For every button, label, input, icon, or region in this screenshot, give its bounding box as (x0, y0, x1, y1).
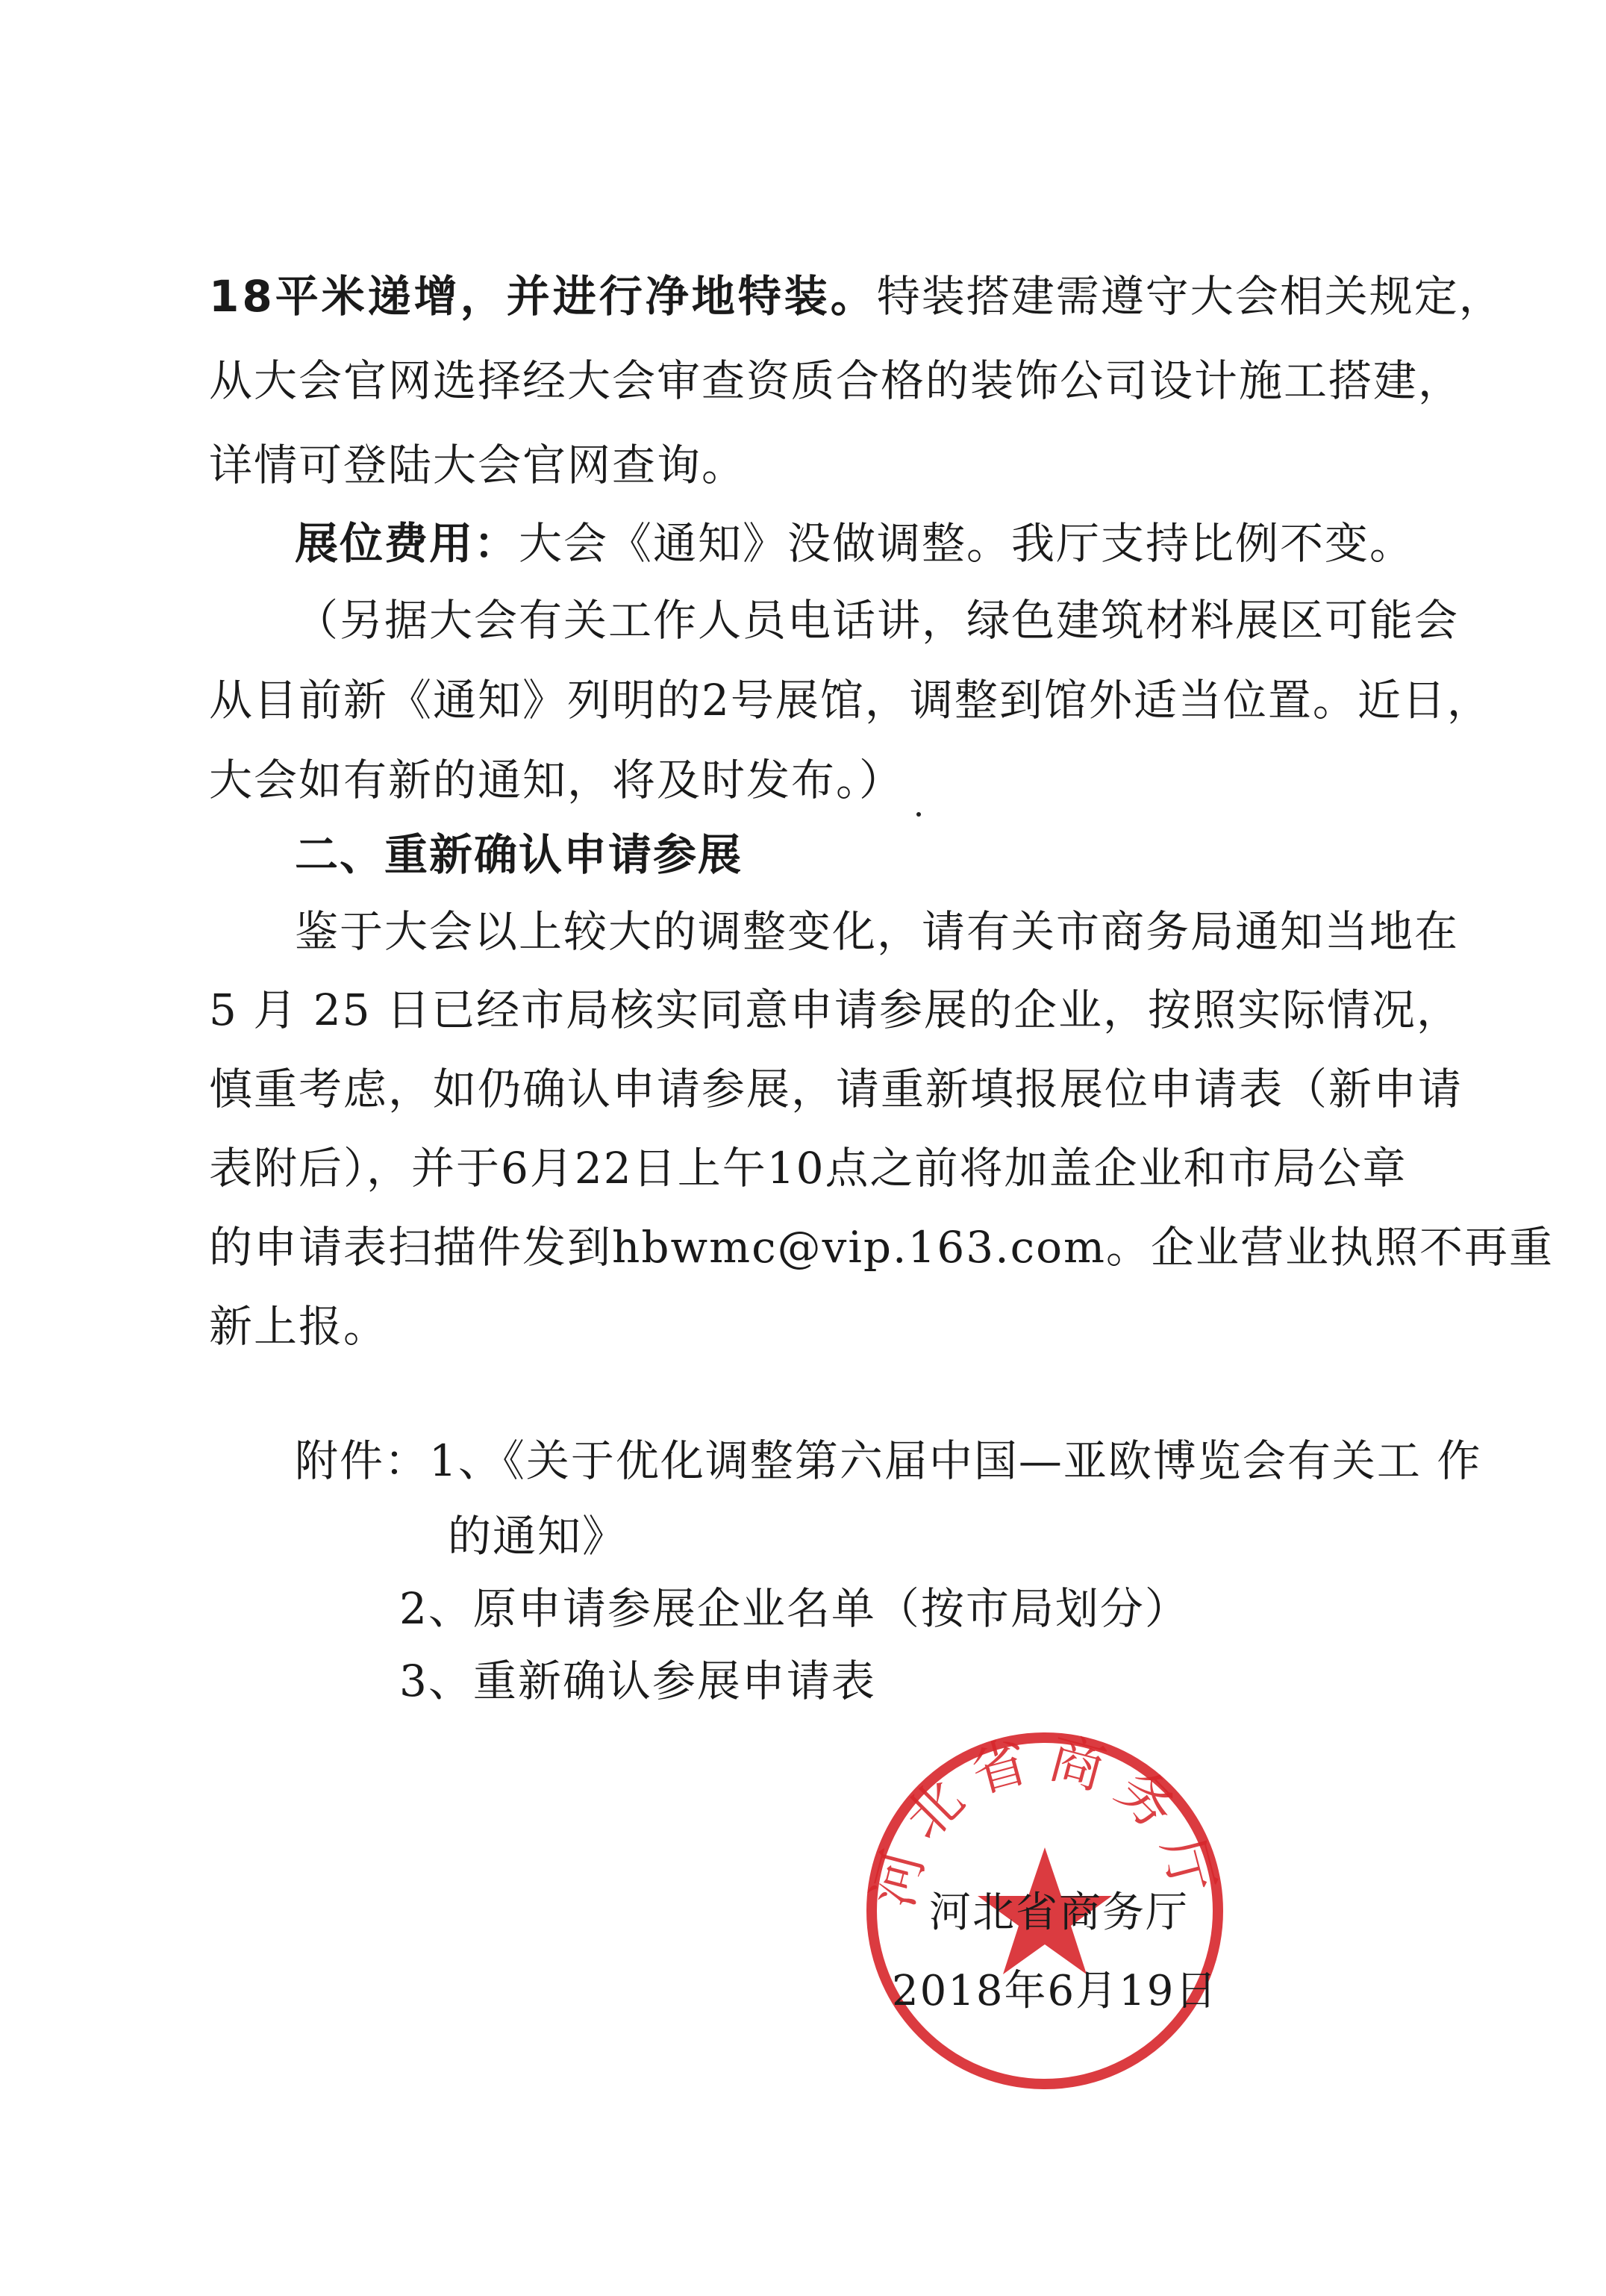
attachment-1: 1、《关于优化调整第六届中国—亚欧博览会有关工 作 (429, 1435, 1482, 1486)
special-build-text: 特装搭建需遵守大会相关规定， (876, 271, 1504, 322)
paragraph-1-line-1 (209, 270, 1504, 322)
signature-org: 河北省商务厅 (929, 1888, 1189, 1937)
paragraph-1-line-2: 从大会官网选择经大会审查资质合格的装饰公司设计施工搭建， (209, 355, 1463, 406)
fee-line (295, 517, 1414, 570)
attachments-line-1 (295, 1435, 1481, 1487)
seal-arc-text: 河北省商务厅 (860, 1726, 1229, 1914)
attachments-label: 附件： (295, 1435, 430, 1486)
section-2-line-5: 的申请表扫描件发到hbwmc@vip.163.com。企业营业执照不再重 (209, 1222, 1555, 1273)
fee-text: 大会《通知》没做调整。我厅支持比例不变。 (519, 518, 1415, 569)
scan-speck (916, 812, 921, 817)
section-2-line-2: 5 月 25 日已经市局核实同意申请参展的企业，按照实际情况， (209, 985, 1462, 1035)
note-line-1: （另据大会有关工作人员电话讲，绿色建筑材料展区可能会 (295, 595, 1460, 646)
note-line-3: 大会如有新的通知，将及时发布。） (209, 755, 904, 805)
note-line-2: 从目前新《通知》列明的2号展馆，调整到馆外适当位置。近日， (209, 675, 1492, 726)
attachment-1-cont: 的通知》 (448, 1511, 628, 1562)
signature-date: 2018年6月19日 (892, 1967, 1219, 2015)
booth-size-text: 18平米递增，并进行净地特装。 (209, 271, 877, 322)
section-2-heading: 二、重新确认申请参展 (295, 829, 743, 880)
paragraph-1-line-3: 详情可登陆大会官网查询。 (209, 440, 747, 490)
section-2-line-6: 新上报。 (209, 1301, 389, 1352)
section-2-line-4: 表附后），并于6月22日上午10点之前将加盖企业和市局公章 (209, 1143, 1407, 1194)
fee-label: 展位费用： (295, 518, 519, 569)
attachment-3: 3、重新确认参展申请表 (399, 1656, 876, 1706)
section-2-line-1: 鉴于大会以上较大的调整变化，请有关市商务局通知当地在 (295, 906, 1460, 957)
attachment-2: 2、原申请参展企业名单（按市局划分） (399, 1583, 1190, 1634)
section-2-line-3: 慎重考虑，如仍确认申请参展，请重新填报展位申请表（新申请 (209, 1064, 1463, 1114)
